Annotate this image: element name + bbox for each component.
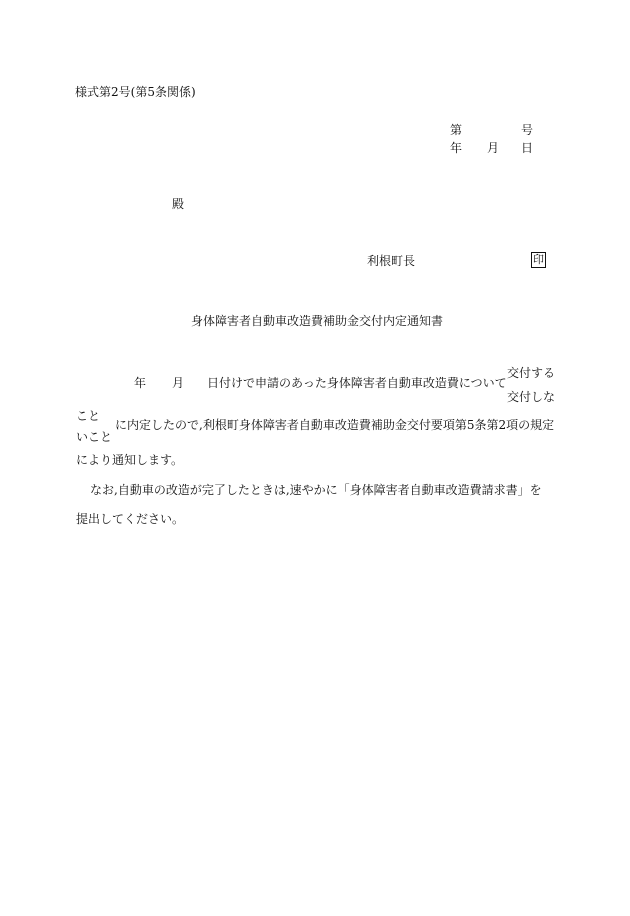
document-number-prefix: 第 (450, 123, 463, 137)
body-line1-text: 日付けで申請のあった身体障害者自動車改造費について (207, 376, 507, 390)
issuer-name: 利根町長 (367, 254, 416, 268)
choice-grant: 交付する (507, 366, 556, 380)
document-title: 身体障害者自動車改造費補助金交付内定通知書 (191, 314, 444, 328)
seal-stamp: 印 (533, 253, 544, 266)
body-month-label: 月 (172, 376, 185, 390)
note-line1: なお,自動車の改造が完了したときは,速やかに「身体障害者自動車改造費請求書」を (90, 483, 542, 497)
date-day-label: 日 (521, 141, 534, 155)
body-line2-text: に内定したので,利根町身体障害者自動車改造費補助金交付要項第5条第2項の規定 (115, 418, 555, 432)
choice-grant-tail: こと (76, 409, 101, 423)
choice-nogrant-tail: いこと (76, 430, 113, 444)
date-month-label: 月 (487, 141, 500, 155)
form-number: 様式第2号(第5条関係) (75, 85, 196, 99)
body-year-label: 年 (134, 376, 147, 390)
document-number-suffix: 号 (521, 123, 534, 137)
choice-nogrant-part1: 交付しな (507, 390, 556, 404)
body-line3-text: により通知します。 (76, 453, 184, 467)
date-year-label: 年 (450, 141, 463, 155)
note-line2: 提出してください。 (76, 512, 185, 526)
addressee-suffix: 殿 (172, 197, 185, 211)
